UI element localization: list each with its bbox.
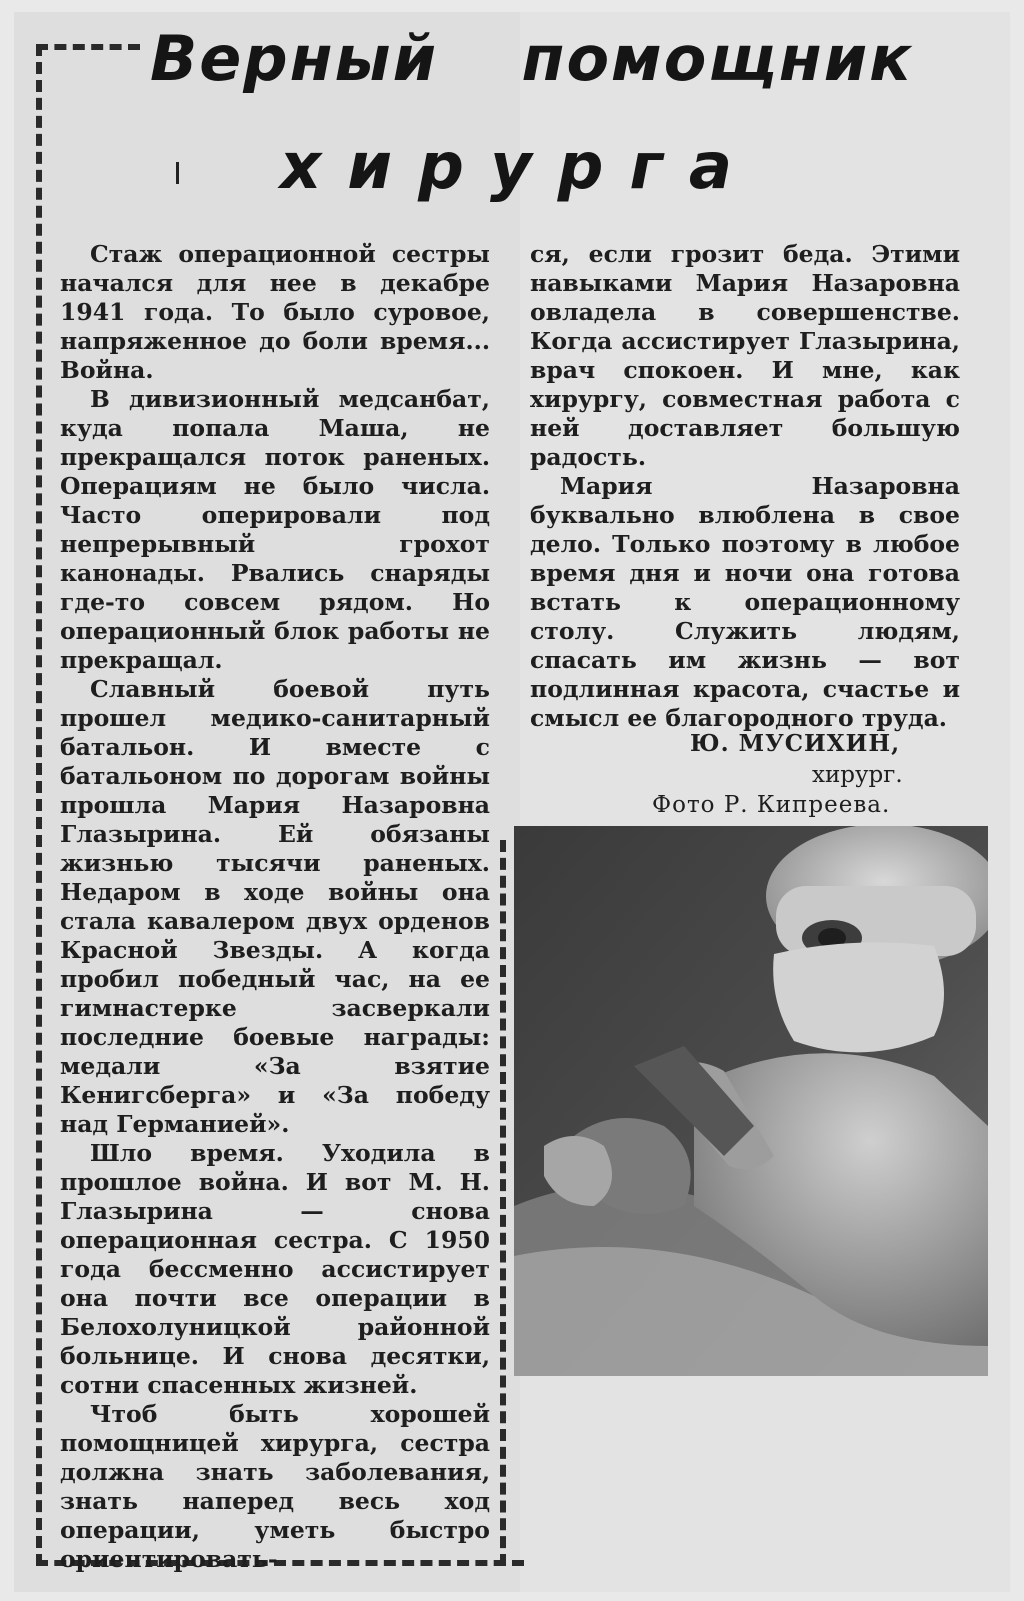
paragraph: ся, если грозит беда. Этими навыками Мария Назаровна овладела в совершенстве. Когда ассистирует Глазырина, врач спокоен. И мне, как хирургу, совместная работа с ней доставляет большую радость.	[530, 240, 960, 471]
dashed-border-right	[500, 840, 506, 1566]
photo-credit: Фото Р. Кипреева.	[652, 792, 891, 818]
article-column-left	[60, 240, 490, 1574]
paragraph: Стаж операционной сестры начался для нее в декабре 1941 года. То было суровое, напряженное до боли время... Война.	[60, 240, 490, 384]
article-column-right	[530, 240, 960, 733]
author-name: Ю. МУСИХИН,	[690, 730, 901, 757]
paragraph: Чтоб быть хорошей помощницей хирурга, сестра должна знать заболевания, знать наперед весь ход операции, уметь быстро ориентировать-	[60, 1400, 490, 1573]
paragraph: В дивизионный медсанбат, куда попала Маша, не прекращался поток раненых. Операциям не было числа. Часто оперировали под непрерывный грохот канонады. Рвались снаряды где-то совсем рядом. Но операционный блок работы не прекращал.	[60, 385, 490, 674]
paragraph: Шло время. Уходила в прошлое война. И вот М. Н. Глазырина — снова операционная сестра. С 1950 года бессменно ассистирует она почти все операции в Белохолуницкой районной больнице. И снова десятки, сотни спасенных жизней.	[60, 1139, 490, 1399]
headline-line-1: Верный помощник	[150, 22, 914, 95]
paragraph: Мария Назаровна буквально влюблена в свое дело. Только поэтому в любое время дня и ночи она готова встать к операционному столу. Служить людям, спасать им жизнь — вот подлинная красота, счастье и смысл ее благородного труда.	[530, 472, 960, 732]
print-mark	[176, 162, 179, 184]
headline-line-2: хирурга	[280, 130, 759, 204]
author-role: хирург.	[812, 762, 903, 788]
paragraph: Славный боевой путь прошел медико-санитарный батальон. И вместе с батальоном по дорогам войны прошла Мария Назаровна Глазырина. Ей обязаны жизнью тысячи раненых. Недаром в ходе войны она стала кавалером двух орденов Красной Звезды. А когда пробил победный час, на ее гимнастерке засверкали последние боевые награды: медали «За взятие Кенигсберга» и «За победу над Германией».	[60, 675, 490, 1138]
nurse-photo	[514, 826, 988, 1376]
